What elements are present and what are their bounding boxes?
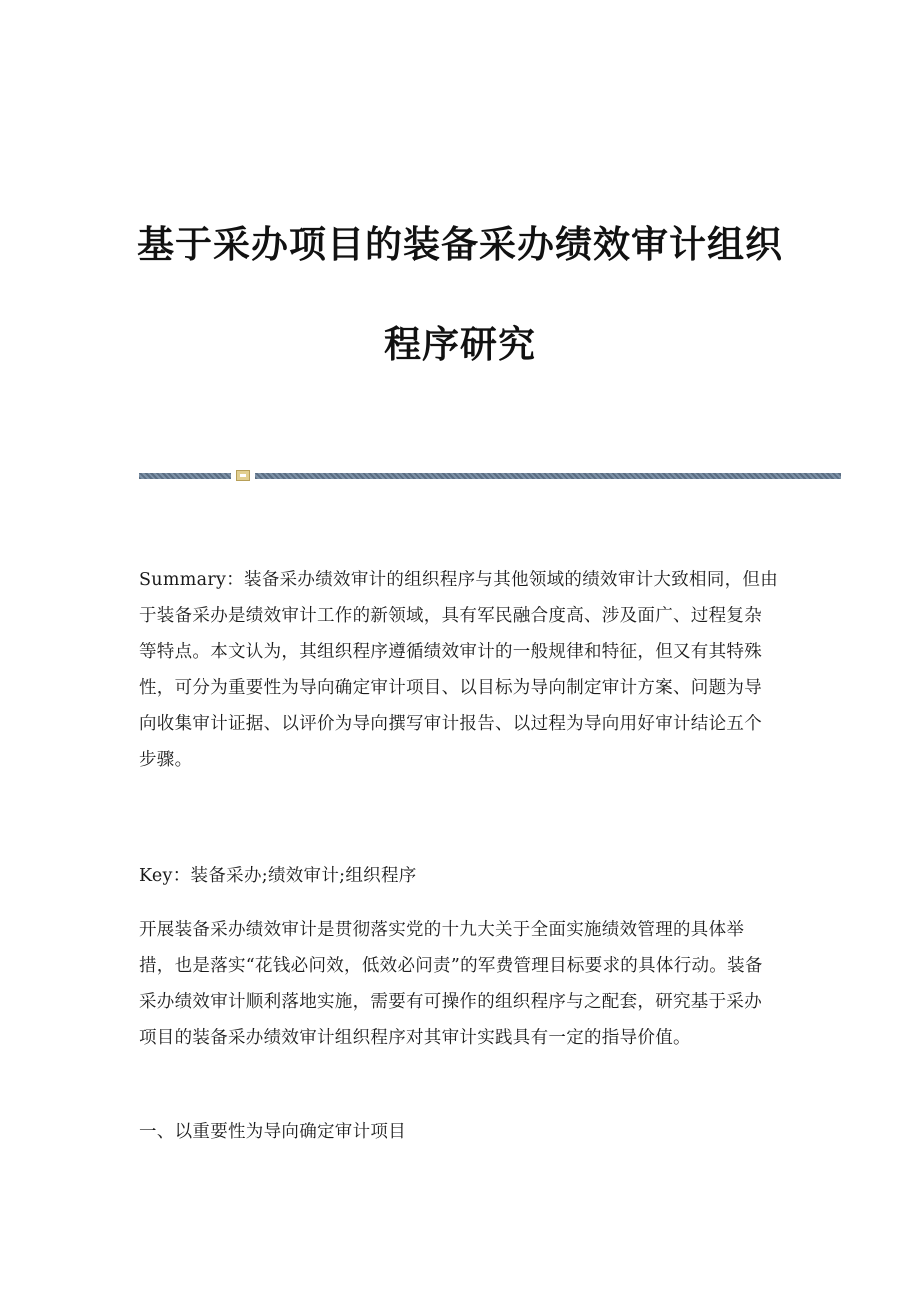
section-heading-1: 一、以重要性为导向确定审计项目: [139, 1122, 406, 1142]
title-line-2: 程序研究: [384, 323, 536, 366]
intro-paragraph: 开展装备采办绩效审计是贯彻落实党的十九大关于全面实施绩效管理的具体举措，也是落实“花钱必问效，低效必问责”的军费管理目标要求的具体行动。装备采办绩效审计顺利落地实施，需要有可操作的组织程序与之配套，研究基于采办项目的装备采办绩效审计组织程序对其审计实践具有一定的指导价值。: [139, 920, 763, 1048]
divider-bar-left: [139, 473, 231, 479]
summary-paragraph: Summary：装备采办绩效审计的组织程序与其他领域的绩效审计大致相同，但由于装备采办是绩效审计工作的新领域，具有军民融合度高、涉及面广、过程复杂等特点。本文认为，其组织程序遵循绩效审计的一般规律和特征，但又有其特殊性，可分为重要性为导向确定审计项目、以目标为导向制定审计方案、问题为导向收集审计证据、以评价为导向撰写审计报告、以过程为导向用好审计结论五个步骤。: [139, 570, 779, 770]
divider-bar-right: [255, 473, 841, 479]
divider-ornament-icon: [236, 470, 250, 481]
decorative-divider: [139, 470, 841, 480]
title-line-1: 基于采办项目的装备采办绩效审计组织: [137, 223, 783, 266]
keywords-line: Key：装备采办;绩效审计;组织程序: [139, 866, 417, 886]
